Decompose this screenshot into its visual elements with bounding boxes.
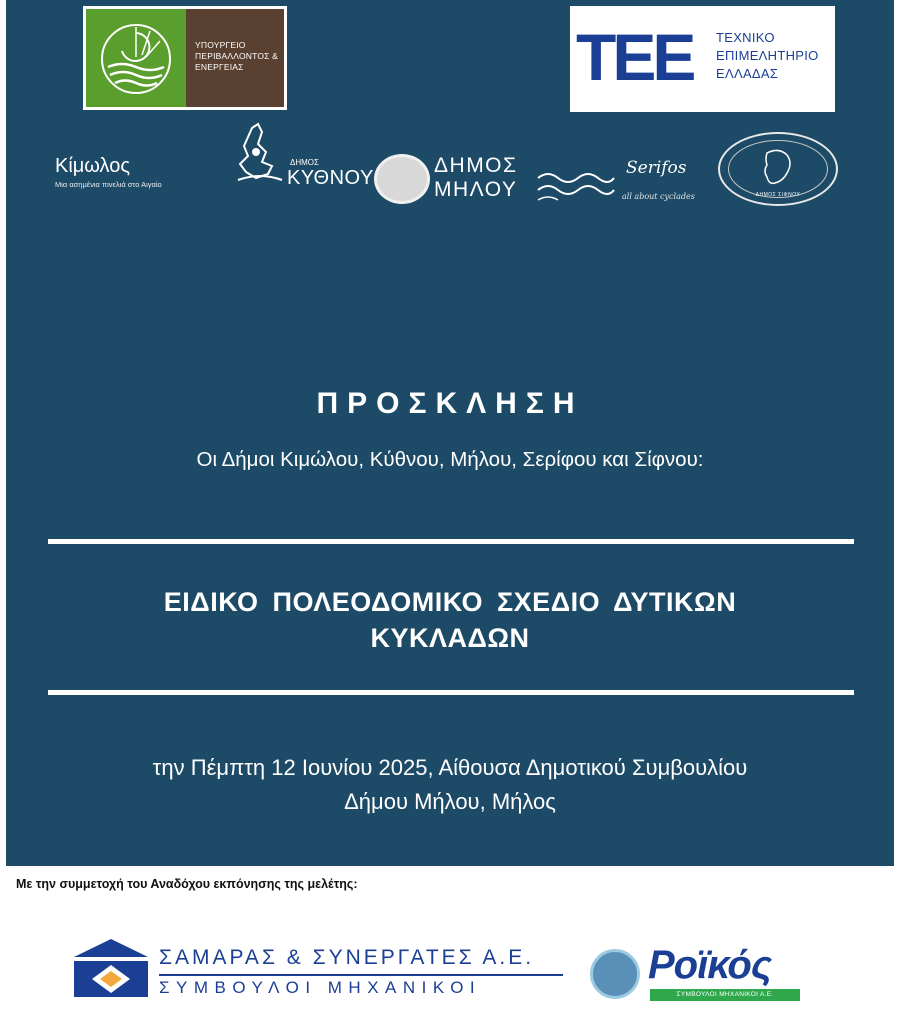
samaras-tagline: ΣΥΜΒΟΥΛΟΙ ΜΗΧΑΝΙΚΟΙ	[159, 978, 482, 997]
samaras-emblem-icon	[72, 937, 150, 999]
sifnos-logo	[718, 132, 838, 206]
kythnos-label: ΔΗΜΟΣ	[290, 158, 319, 167]
head-profile-icon	[729, 141, 829, 199]
kythnos-name: ΚΥΘΝΟΥ	[287, 167, 374, 189]
kimolos-name: Κίμωλος	[55, 155, 130, 177]
milos-name: ΜΗΛΟΥ	[434, 178, 518, 201]
tee-mark: ΤΕΕ	[576, 20, 693, 94]
globe-icon	[590, 949, 640, 999]
plan-title-line1: ΕΙΔΙΚΟ ΠΟΛΕΟΔΟΜΙΚΟ ΣΧΕΔΙΟ ΔΥΤΙΚΩΝ	[163, 587, 737, 617]
invitation-panel	[6, 0, 894, 866]
milos-label: ΔΗΜΟΣ	[434, 154, 518, 177]
sifnos-name: ΔΗΜΟΣ ΣΙΦΝΟΥ	[755, 192, 801, 198]
milos-logo	[374, 152, 534, 208]
ministry-emblem	[86, 9, 186, 107]
divider-bottom	[48, 690, 854, 695]
tee-name: ΤΕΧΝΙΚΟ ΕΠΙΜΕΛΗΤΗΡΙΟ ΕΛΛΑΔΑΣ	[716, 30, 819, 81]
roikos-name: Ροϊκός	[648, 943, 772, 987]
ancient-coin-icon	[374, 154, 430, 204]
waves-icon	[536, 166, 616, 206]
event-details	[6, 751, 894, 819]
sun-waves-icon	[98, 21, 174, 97]
samaras-rule	[159, 974, 563, 976]
serifos-logo	[536, 158, 721, 208]
serifos-tagline: all about cyclades	[622, 192, 695, 201]
ministry-name: ΥΠΟΥΡΓΕΙΟ ΠΕΡΙΒΑΛΛΟΝΤΟΣ & ΕΝΕΡΓΕΙΑΣ	[195, 40, 279, 72]
lyre-figure-icon	[232, 122, 288, 192]
samaras-logo	[72, 937, 572, 1003]
roikos-logo	[590, 943, 820, 1005]
kythnos-logo	[232, 122, 372, 202]
participation-label: Με την συμμετοχή του Αναδόχου εκπόνησης της μελέτης:	[16, 877, 358, 891]
plan-title	[6, 584, 894, 656]
divider-top	[48, 539, 854, 544]
roikos-tagline: ΣΥΜΒΟΥΛΟΙ ΜΗΧΑΝΙΚΟΙ Α.Ε.	[650, 989, 800, 1001]
kimolos-tagline: Μια ασημένια πινελιά στο Αιγαίο	[55, 180, 162, 189]
sifnos-emblem	[728, 140, 828, 198]
serifos-name: Serifos	[626, 158, 687, 178]
kimolos-logo	[55, 155, 162, 189]
event-date-venue: την Πέμπτη 12 Ιουνίου 2025, Αίθουσα Δημοτικού Συμβουλίου	[152, 755, 748, 780]
invitation-subtitle: Οι Δήμοι Κιμώλου, Κύθνου, Μήλου, Σερίφου και Σίφνου:	[196, 448, 704, 471]
event-location: Δήμου Μήλου, Μήλος	[344, 789, 556, 814]
ministry-logo	[83, 6, 287, 110]
invitation-title: ΠΡΟΣΚΛΗΣΗ	[316, 387, 584, 420]
plan-title-line2: ΚΥΚΛΑΔΩΝ	[370, 623, 530, 653]
tee-logo	[570, 6, 835, 112]
samaras-name: ΣΑΜΑΡΑΣ & ΣΥΝΕΡΓΑΤΕΣ Α.Ε.	[159, 946, 535, 969]
